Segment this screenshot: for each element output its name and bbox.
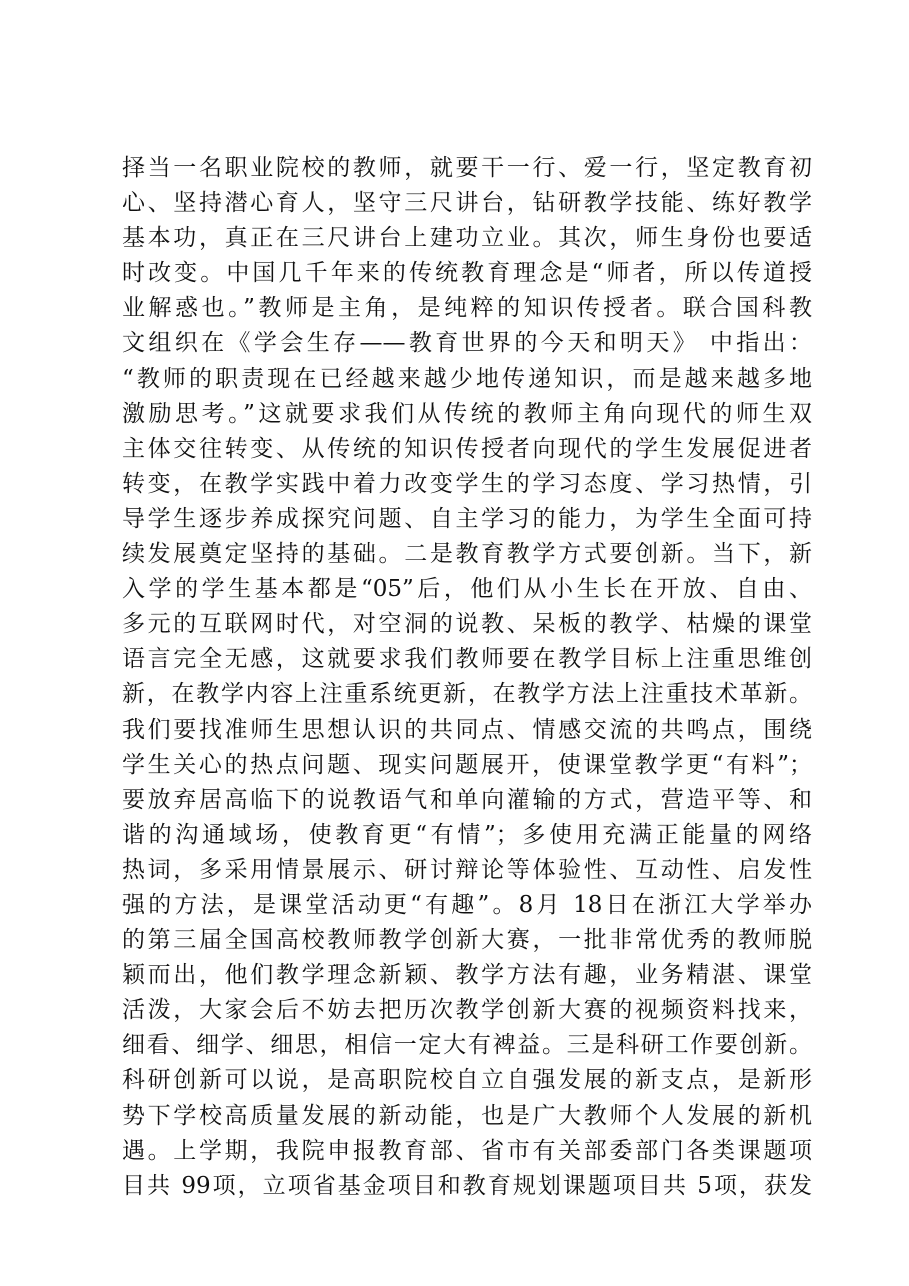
text-line: 导学生逐步养成探究问题、自主学习的能力，为学生全面可持	[122, 505, 812, 532]
text-line: 我们要找准师生思想认识的共同点、情感交流的共鸣点，围绕	[122, 716, 812, 743]
text-line: 择当一名职业院校的教师，就要干一行、爱一行，坚定教育初	[122, 155, 812, 181]
text-line: 续发展奠定坚持的基础。二是教育教学方式要创新。当下，新	[122, 541, 812, 568]
text-line: 激励思考。”这就要求我们从传统的教师主角向现代的师生双	[122, 400, 812, 427]
text-line: 热词，多采用情景展示、研讨辩论等体验性、互动性、启发性	[122, 856, 812, 883]
text-line: 势下学校高质量发展的新动能，也是广大教师个人发展的新机	[122, 1102, 812, 1129]
text-line: 业解惑也。”教师是主角，是纯粹的知识传授者。联合国科教	[122, 295, 812, 322]
text-line: 活泼，大家会后不妨去把历次教学创新大赛的视频资料找来，	[122, 997, 812, 1024]
text-line: 语言完全无感，这就要求我们教师要在教学目标上注重思维创	[122, 646, 812, 673]
text-line: 强的方法，是课堂活动更“有趣”。8月 18日在浙江大学举办	[122, 891, 812, 918]
body-paragraph	[122, 151, 812, 1204]
text-line: 文组织在《学会生存——教育世界的今天和明天》 中指出：	[122, 330, 812, 357]
text-line: 新，在教学内容上注重系统更新，在教学方法上注重技术革新。	[122, 681, 812, 708]
text-line: 学生关心的热点问题、现实问题展开，使课堂教学更“有料”；	[122, 751, 812, 778]
text-line: “教师的职责现在已经越来越少地传递知识，而是越来越多地	[122, 365, 812, 392]
text-line: 谐的沟通域场，使教育更“有情”；多使用充满正能量的网络	[122, 821, 812, 848]
text-line: 目共 99项，立项省基金项目和教育规划课题项目共 5项，获发	[122, 1172, 812, 1199]
text-line: 基本功，真正在三尺讲台上建功立业。其次，师生身份也要适	[122, 225, 812, 252]
text-line: 入学的学生基本都是“05”后，他们从小生长在开放、自由、	[122, 576, 812, 603]
text-line: 时改变。中国几千年来的传统教育理念是“师者，所以传道授	[122, 260, 812, 287]
text-line: 科研创新可以说，是高职院校自立自强发展的新支点，是新形	[122, 1067, 812, 1094]
text-line: 要放弃居高临下的说教语气和单向灌输的方式，营造平等、和	[122, 786, 812, 813]
text-line: 心、坚持潜心育人，坚守三尺讲台，钻研教学技能、练好教学	[122, 190, 812, 217]
text-line: 颖而出，他们教学理念新颖、教学方法有趣，业务精湛、课堂	[122, 962, 812, 989]
text-line: 遇。上学期，我院申报教育部、省市有关部委部门各类课题项	[122, 1137, 812, 1164]
text-line: 转变，在教学实践中着力改变学生的学习态度、学习热情，引	[122, 470, 812, 497]
text-line: 细看、细学、细思，相信一定大有裨益。三是科研工作要创新。	[122, 1032, 812, 1059]
text-line: 多元的互联网时代，对空洞的说教、呆板的教学、枯燥的课堂	[122, 611, 812, 638]
text-line: 的第三届全国高校教师教学创新大赛，一批非常优秀的教师脱	[122, 927, 812, 954]
text-line: 主体交往转变、从传统的知识传授者向现代的学生发展促进者	[122, 435, 812, 462]
